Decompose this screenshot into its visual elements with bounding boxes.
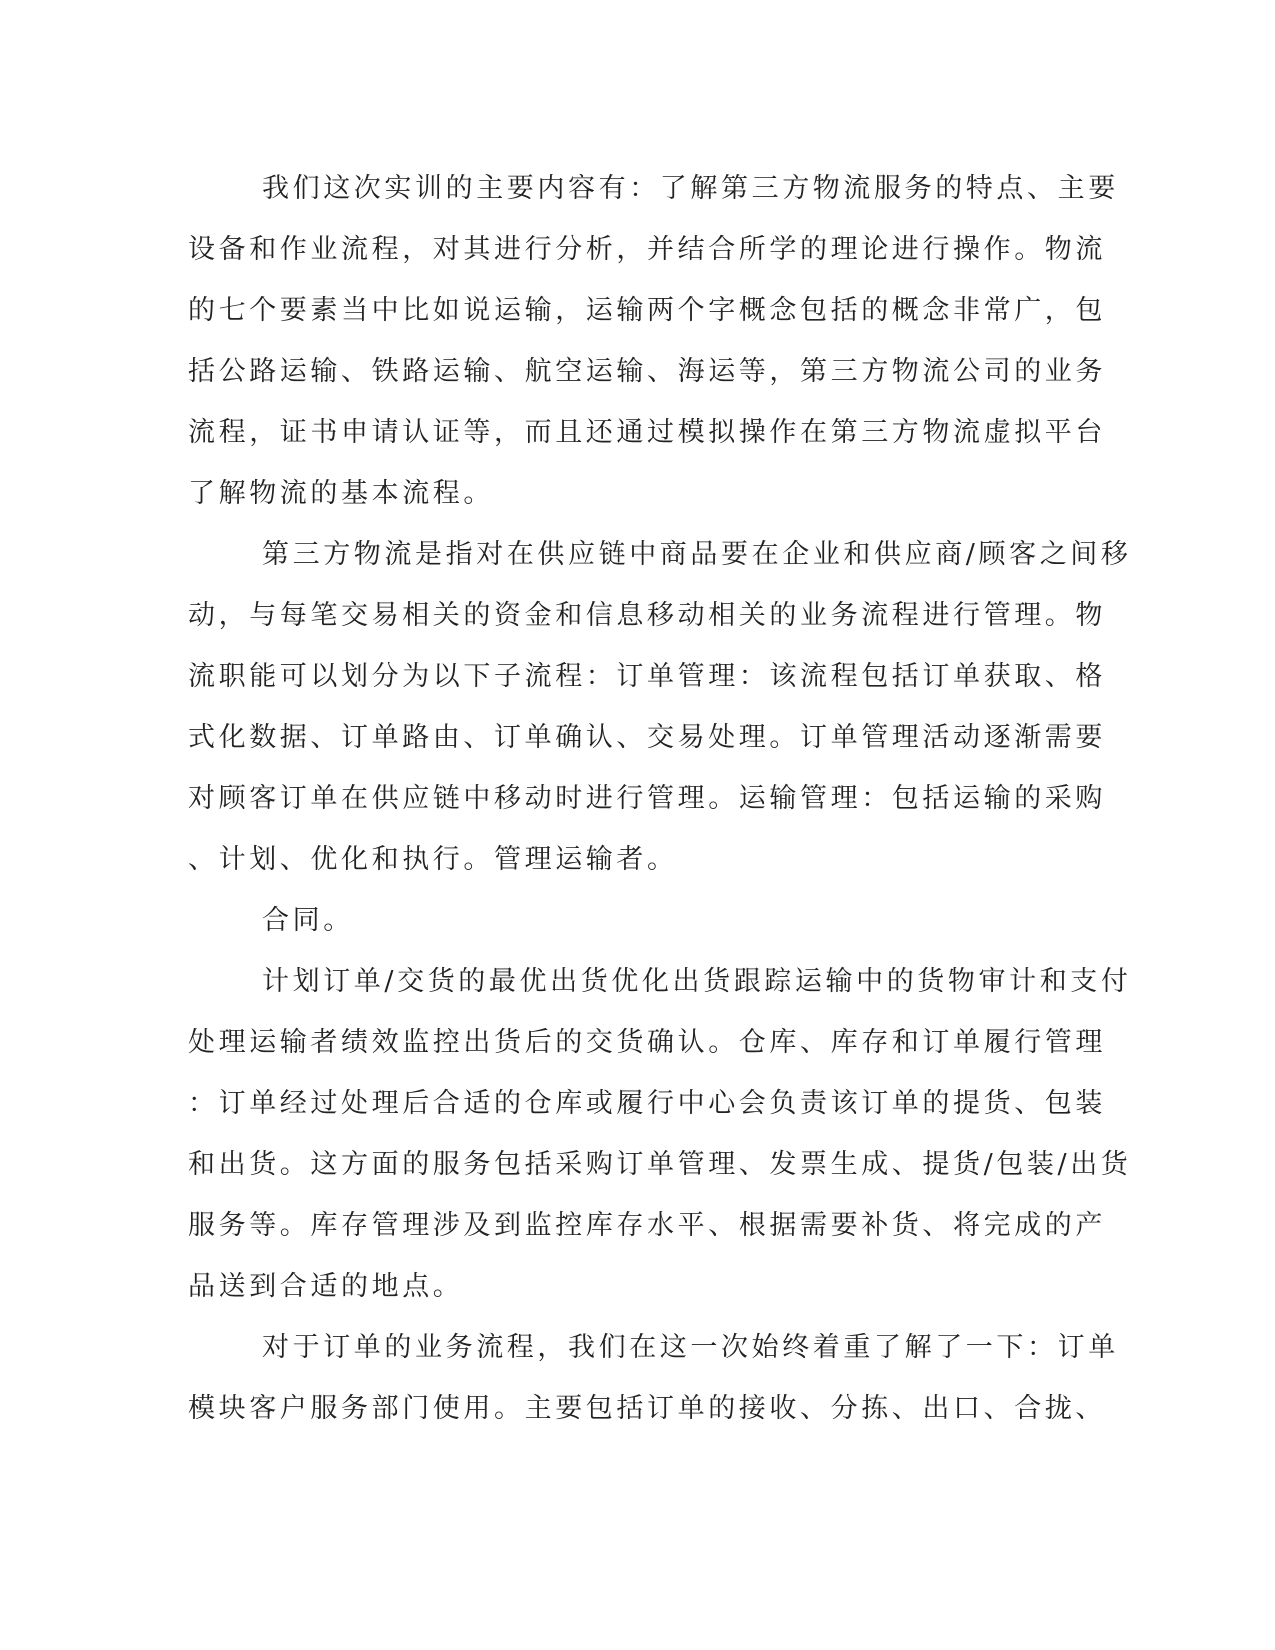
text-line: 括公路运输、铁路运输、航空运输、海运等，第三方物流公司的业务 xyxy=(188,356,1106,387)
text-line: 设备和作业流程，对其进行分析，并结合所学的理论进行操作。物流 xyxy=(188,234,1106,265)
text-line: 合同。 xyxy=(262,905,354,936)
text-line: 对于订单的业务流程，我们在这一次始终着重了解了一下：订单 xyxy=(262,1332,1119,1363)
text-line: 的七个要素当中比如说运输，运输两个字概念包括的概念非常广，包 xyxy=(188,295,1106,326)
text-line: 了解物流的基本流程。 xyxy=(188,478,494,509)
text-line: 式化数据、订单路由、订单确认、交易处理。订单管理活动逐渐需要 xyxy=(188,722,1106,753)
text-line: 模块客户服务部门使用。主要包括订单的接收、分拣、出口、合拢、 xyxy=(188,1393,1106,1424)
text-line: ：订单经过处理后合适的仓库或履行中心会负责该订单的提货、包装 xyxy=(188,1088,1106,1119)
text-line: 动，与每笔交易相关的资金和信息移动相关的业务流程进行管理。物 xyxy=(188,600,1106,631)
text-line: 处理运输者绩效监控出货后的交货确认。仓库、库存和订单履行管理 xyxy=(188,1027,1106,1058)
text-line: 和出货。这方面的服务包括采购订单管理、发票生成、提货/包装/出货 xyxy=(188,1149,1132,1180)
text-line: 计划订单/交货的最优出货优化出货跟踪运输中的货物审计和支付 xyxy=(262,966,1132,997)
document-body xyxy=(188,158,1132,1439)
text-line: 品送到合适的地点。 xyxy=(188,1271,464,1302)
text-line: 对顾客订单在供应链中移动时进行管理。运输管理：包括运输的采购 xyxy=(188,783,1106,814)
text-line: 第三方物流是指对在供应链中商品要在企业和供应商/顾客之间移 xyxy=(262,539,1132,570)
text-line: 服务等。库存管理涉及到监控库存水平、根据需要补货、将完成的产 xyxy=(188,1210,1106,1241)
text-line: 、计划、优化和执行。管理运输者。 xyxy=(188,844,678,875)
text-line: 流职能可以划分为以下子流程：订单管理：该流程包括订单获取、格 xyxy=(188,661,1106,692)
text-line: 流程，证书申请认证等，而且还通过模拟操作在第三方物流虚拟平台 xyxy=(188,417,1106,448)
text-line: 我们这次实训的主要内容有：了解第三方物流服务的特点、主要 xyxy=(262,173,1119,204)
